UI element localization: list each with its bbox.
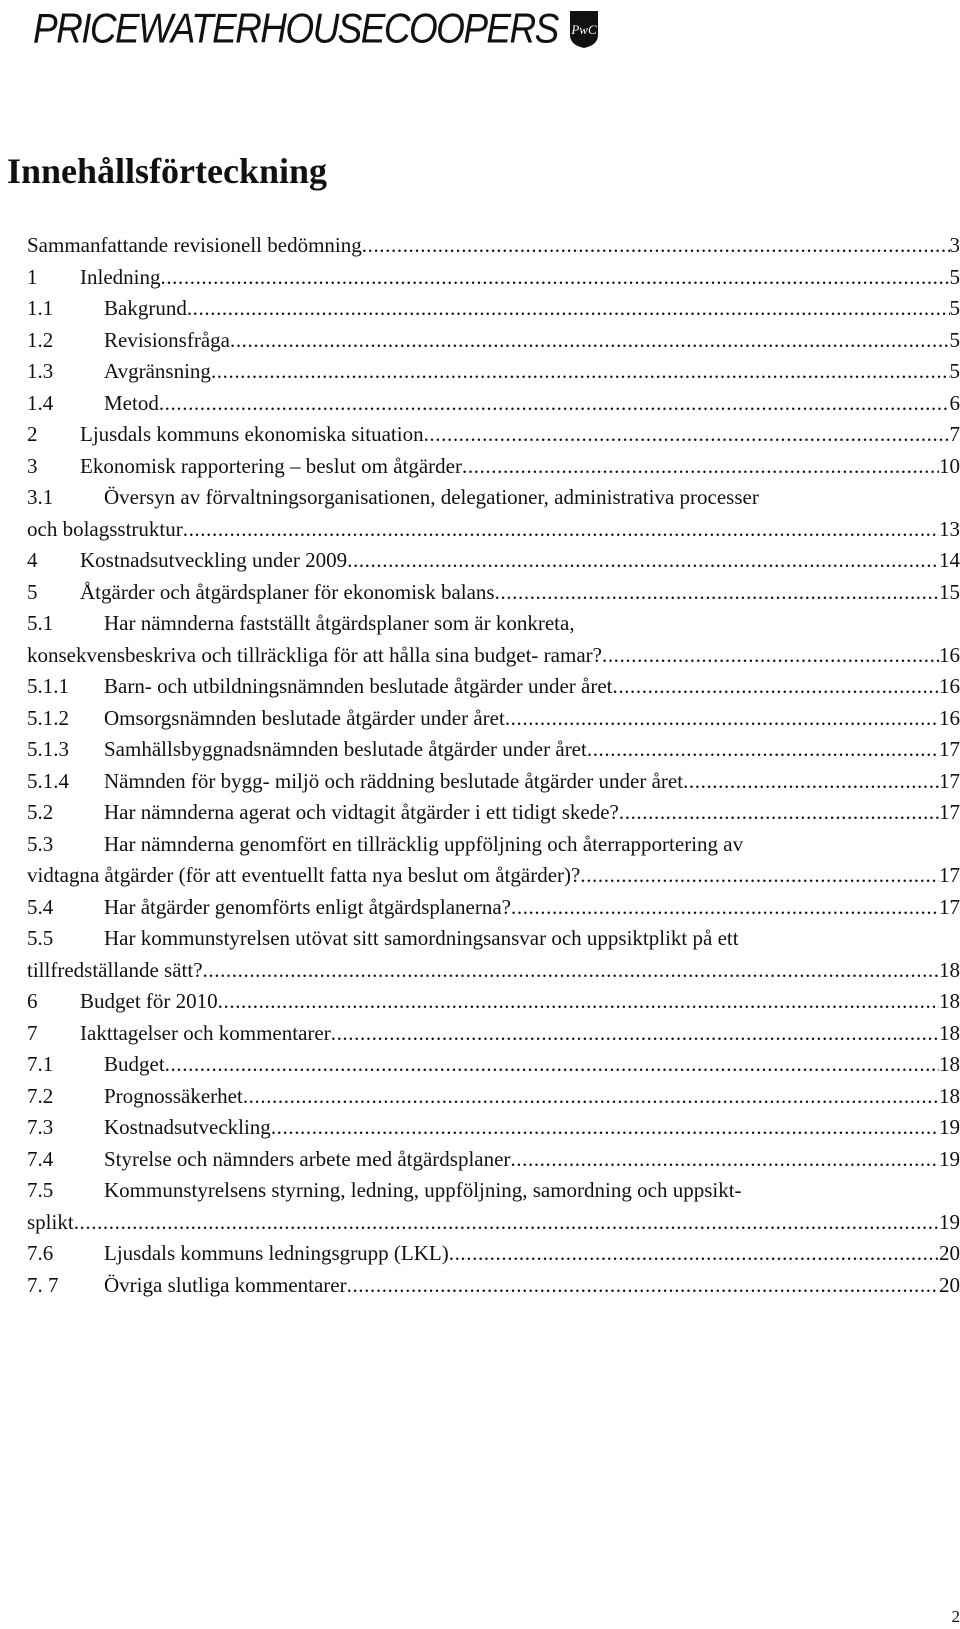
toc-dot-leader <box>230 325 950 357</box>
toc-entry[interactable] <box>27 608 960 640</box>
toc-entry-page: 19 <box>939 1115 960 1139</box>
toc-entry-page: 18 <box>939 1020 960 1045</box>
toc-dot-leader <box>449 1238 939 1270</box>
toc-entry[interactable] <box>27 797 960 829</box>
logo-seal-text: PwC <box>571 22 597 37</box>
toc-entry-page: 16 <box>939 705 960 730</box>
toc-entry-number: 7.6 <box>27 1241 54 1265</box>
toc-entry[interactable] <box>27 451 960 483</box>
toc-entry-title-continued: vidtagna åtgärder (för att eventuellt fatta nya beslut om åtgärder)? <box>27 863 581 887</box>
toc-entry-title: Översyn av förvaltningsorganisationen, delegationer, administrativa processer <box>104 485 759 509</box>
toc-entry[interactable] <box>27 1270 960 1302</box>
toc-dot-leader <box>243 1081 939 1113</box>
toc-entry-page: 3 <box>949 233 960 257</box>
toc-entry-title: Har kommunstyrelsen utövat sitt samordningsansvar och uppsiktplikt på ett <box>104 926 739 950</box>
toc-entry-title: Metod <box>104 390 159 415</box>
toc-entry-number: 7 <box>27 1020 38 1045</box>
toc-entry[interactable] <box>27 356 960 388</box>
toc-dot-leader <box>203 955 939 987</box>
toc-entry-number: 5.5 <box>27 926 54 950</box>
toc-dot-leader <box>160 262 949 294</box>
toc-dot-leader <box>331 1018 939 1050</box>
toc-entry[interactable] <box>27 325 960 357</box>
toc-entry-number: 5.3 <box>27 831 54 856</box>
toc-entry-number: 5.1.1 <box>27 674 69 698</box>
toc-entry-page: 16 <box>939 674 960 698</box>
toc-entry-number: 6 <box>27 989 38 1013</box>
toc-entry-title: Sammanfattande revisionell bedömning <box>27 233 362 257</box>
toc-entry-number: 7.5 <box>27 1178 54 1202</box>
toc-entry-number: 7.3 <box>27 1115 54 1139</box>
toc-entry[interactable] <box>27 892 960 924</box>
toc-entry-title: Styrelse och nämnders arbete med åtgärdsplaner <box>104 1146 511 1171</box>
toc-entry[interactable] <box>27 1081 960 1113</box>
toc-entry-page: 19 <box>939 1146 960 1171</box>
toc-entry-number: 5.1.3 <box>27 737 69 761</box>
toc-entry-title: Övriga slutliga kommentarer <box>104 1272 347 1297</box>
toc-dot-leader <box>613 671 940 703</box>
toc-entry-number: 5.1 <box>27 611 54 635</box>
toc-dot-leader <box>362 230 950 262</box>
toc-entry-number: 5.4 <box>27 894 54 919</box>
logo-wordmark: PRICEWATERHOUSECOOPERS <box>33 5 558 52</box>
toc-entry-title: Kostnadsutveckling under 2009 <box>80 548 348 572</box>
toc-entry-page: 5 <box>949 264 960 289</box>
toc-entry-page: 7 <box>949 422 960 446</box>
toc-entry-number: 1.2 <box>27 327 54 352</box>
toc-entry-title: Prognossäkerhet <box>104 1083 243 1108</box>
toc-entry-title: Nämnden för bygg- miljö och räddning beslutade åtgärder under året <box>104 768 684 793</box>
toc-entry-continuation[interactable] <box>27 640 960 672</box>
toc-entry-page: 6 <box>949 390 960 415</box>
toc-dot-leader <box>580 860 939 892</box>
toc-dot-leader <box>510 1144 939 1176</box>
toc-entry-title-continued: och bolagsstruktur <box>27 516 183 541</box>
toc-dot-leader <box>347 1270 939 1302</box>
toc-entry[interactable] <box>27 262 960 294</box>
toc-entry-title: Kostnadsutveckling <box>104 1115 271 1139</box>
toc-entry-title: Bakgrund <box>104 296 187 320</box>
toc-dot-leader <box>587 734 939 766</box>
toc-entry[interactable] <box>27 577 960 609</box>
toc-entry-number: 5.2 <box>27 800 54 824</box>
toc-entry-title-continued: tillfredställande sätt? <box>27 957 203 982</box>
toc-entry-number: 1.3 <box>27 359 54 383</box>
toc-entry[interactable] <box>27 388 960 420</box>
toc-entry-page: 15 <box>939 579 960 604</box>
toc-dot-leader <box>347 545 939 577</box>
toc-entry-page: 20 <box>939 1272 960 1297</box>
toc-entry[interactable] <box>27 1018 960 1050</box>
toc-entry[interactable] <box>27 419 960 451</box>
toc-entry-title: Kommunstyrelsens styrning, ledning, uppföljning, samordning och uppsikt- <box>104 1178 742 1202</box>
toc-entry-continuation[interactable] <box>27 955 960 987</box>
toc-dot-leader <box>505 703 939 735</box>
toc-dot-leader <box>165 1049 939 1081</box>
toc-dot-leader <box>462 451 939 483</box>
toc-entry-number: 7. 7 <box>27 1272 59 1297</box>
toc-entry[interactable] <box>27 1112 960 1144</box>
toc-entry[interactable] <box>27 829 960 861</box>
toc-entry[interactable] <box>27 671 960 703</box>
toc-entry[interactable] <box>27 482 960 514</box>
toc-entry-title: Har nämnderna genomfört en tillräcklig uppföljning och återrapportering av <box>104 831 744 856</box>
toc-entry-number: 1.1 <box>27 296 54 320</box>
toc-entry-title: Ekonomisk rapportering – beslut om åtgärder <box>80 453 462 478</box>
toc-entry-title: Ljusdals kommuns ekonomiska situation <box>80 422 424 446</box>
toc-entry-number: 1.4 <box>27 390 54 415</box>
toc-entry[interactable] <box>27 766 960 798</box>
toc-entry-page: 13 <box>939 516 960 541</box>
toc-entry[interactable] <box>27 230 960 262</box>
toc-entry[interactable] <box>27 923 960 955</box>
page-number: 2 <box>951 1607 960 1626</box>
toc-entry-number: 1 <box>27 264 38 289</box>
toc-entry-title: Har nämnderna agerat och vidtagit åtgärder i ett tidigt skede? <box>104 800 619 824</box>
toc-entry-page: 5 <box>949 327 960 352</box>
toc-entry-title: Samhällsbyggnadsnämnden beslutade åtgärder under året <box>104 737 587 761</box>
toc-entry-page: 17 <box>939 768 960 793</box>
toc-entry[interactable] <box>27 1144 960 1176</box>
toc-entry-page: 5 <box>949 296 960 320</box>
toc-entry[interactable] <box>27 293 960 325</box>
toc-dot-leader <box>495 577 939 609</box>
toc-dot-leader <box>602 640 939 672</box>
toc-entry[interactable] <box>27 703 960 735</box>
toc-entry[interactable] <box>27 1049 960 1081</box>
toc-entry-continuation[interactable] <box>27 514 960 546</box>
toc-entry-page: 5 <box>949 359 960 383</box>
toc-entry-page: 17 <box>939 863 960 887</box>
toc-entry-title-continued: splikt <box>27 1209 74 1234</box>
toc-entry-page: 14 <box>939 548 960 572</box>
logo-seal-icon <box>568 9 600 49</box>
pwc-logo <box>33 3 600 55</box>
toc-dot-leader <box>683 766 939 798</box>
toc-entry-title: Budget <box>104 1052 165 1076</box>
toc-entry-title: Budget för 2010 <box>80 989 218 1013</box>
toc-entry-number: 7.4 <box>27 1146 54 1171</box>
toc-entry-number: 5.1.4 <box>27 768 69 793</box>
toc-entry-number: 3 <box>27 453 38 478</box>
toc-dot-leader <box>211 356 950 388</box>
toc-entry-number: 5 <box>27 579 38 604</box>
toc-entry-title: Barn- och utbildningsnämnden beslutade åtgärder under året <box>104 674 613 698</box>
toc-entry-page: 20 <box>939 1241 960 1265</box>
toc-entry-page: 16 <box>939 642 960 667</box>
toc-entry[interactable] <box>27 1238 960 1270</box>
toc-entry-number: 4 <box>27 548 38 572</box>
toc-entry-title: Har nämnderna fastställt åtgärdsplaner som är konkreta, <box>104 611 575 635</box>
toc-entry-title: Revisionsfråga <box>104 327 230 352</box>
toc-dot-leader <box>424 419 950 451</box>
toc-entry-page: 18 <box>939 989 960 1013</box>
toc-entry-title: Inledning <box>80 264 161 289</box>
toc-entry-title: Åtgärder och åtgärdsplaner för ekonomisk balans <box>80 579 495 604</box>
toc-dot-leader <box>183 514 939 546</box>
toc-entry-continuation[interactable] <box>27 860 960 892</box>
toc-entry[interactable] <box>27 545 960 577</box>
toc-entry-title: Har åtgärder genomförts enligt åtgärdsplanerna? <box>104 894 511 919</box>
toc-dot-leader <box>218 986 939 1018</box>
toc-entry-title: Iakttagelser och kommentarer <box>80 1020 331 1045</box>
toc-dot-leader <box>511 892 939 924</box>
table-of-contents <box>27 230 960 1301</box>
toc-entry-title: Avgränsning <box>104 359 211 383</box>
toc-entry-number: 2 <box>27 422 38 446</box>
toc-dot-leader <box>159 388 950 420</box>
toc-entry[interactable] <box>27 734 960 766</box>
toc-entry-number: 3.1 <box>27 485 54 509</box>
toc-entry-page: 18 <box>939 957 960 982</box>
toc-entry-page: 17 <box>939 737 960 761</box>
toc-entry-page: 17 <box>939 800 960 824</box>
toc-entry-number: 7.2 <box>27 1083 54 1108</box>
toc-entry-number: 5.1.2 <box>27 705 69 730</box>
toc-entry[interactable] <box>27 986 960 1018</box>
toc-dot-leader <box>187 293 950 325</box>
toc-dot-leader <box>271 1112 939 1144</box>
toc-dot-leader <box>619 797 939 829</box>
toc-entry-page: 19 <box>939 1209 960 1234</box>
toc-title: Innehållsförteckning <box>7 151 328 191</box>
toc-entry-page: 10 <box>939 453 960 478</box>
toc-entry[interactable] <box>27 1175 960 1207</box>
toc-entry-page: 18 <box>939 1083 960 1108</box>
toc-entry-title: Ljusdals kommuns ledningsgrupp (LKL) <box>104 1241 449 1265</box>
toc-entry-page: 18 <box>939 1052 960 1076</box>
toc-entry-number: 7.1 <box>27 1052 54 1076</box>
toc-entry-continuation[interactable] <box>27 1207 960 1239</box>
toc-entry-page: 17 <box>939 894 960 919</box>
toc-dot-leader <box>74 1207 939 1239</box>
toc-entry-title: Omsorgsnämnden beslutade åtgärder under året <box>104 705 505 730</box>
toc-entry-title-continued: konsekvensbeskriva och tillräckliga för att hålla sina budget- ramar? <box>27 642 602 667</box>
